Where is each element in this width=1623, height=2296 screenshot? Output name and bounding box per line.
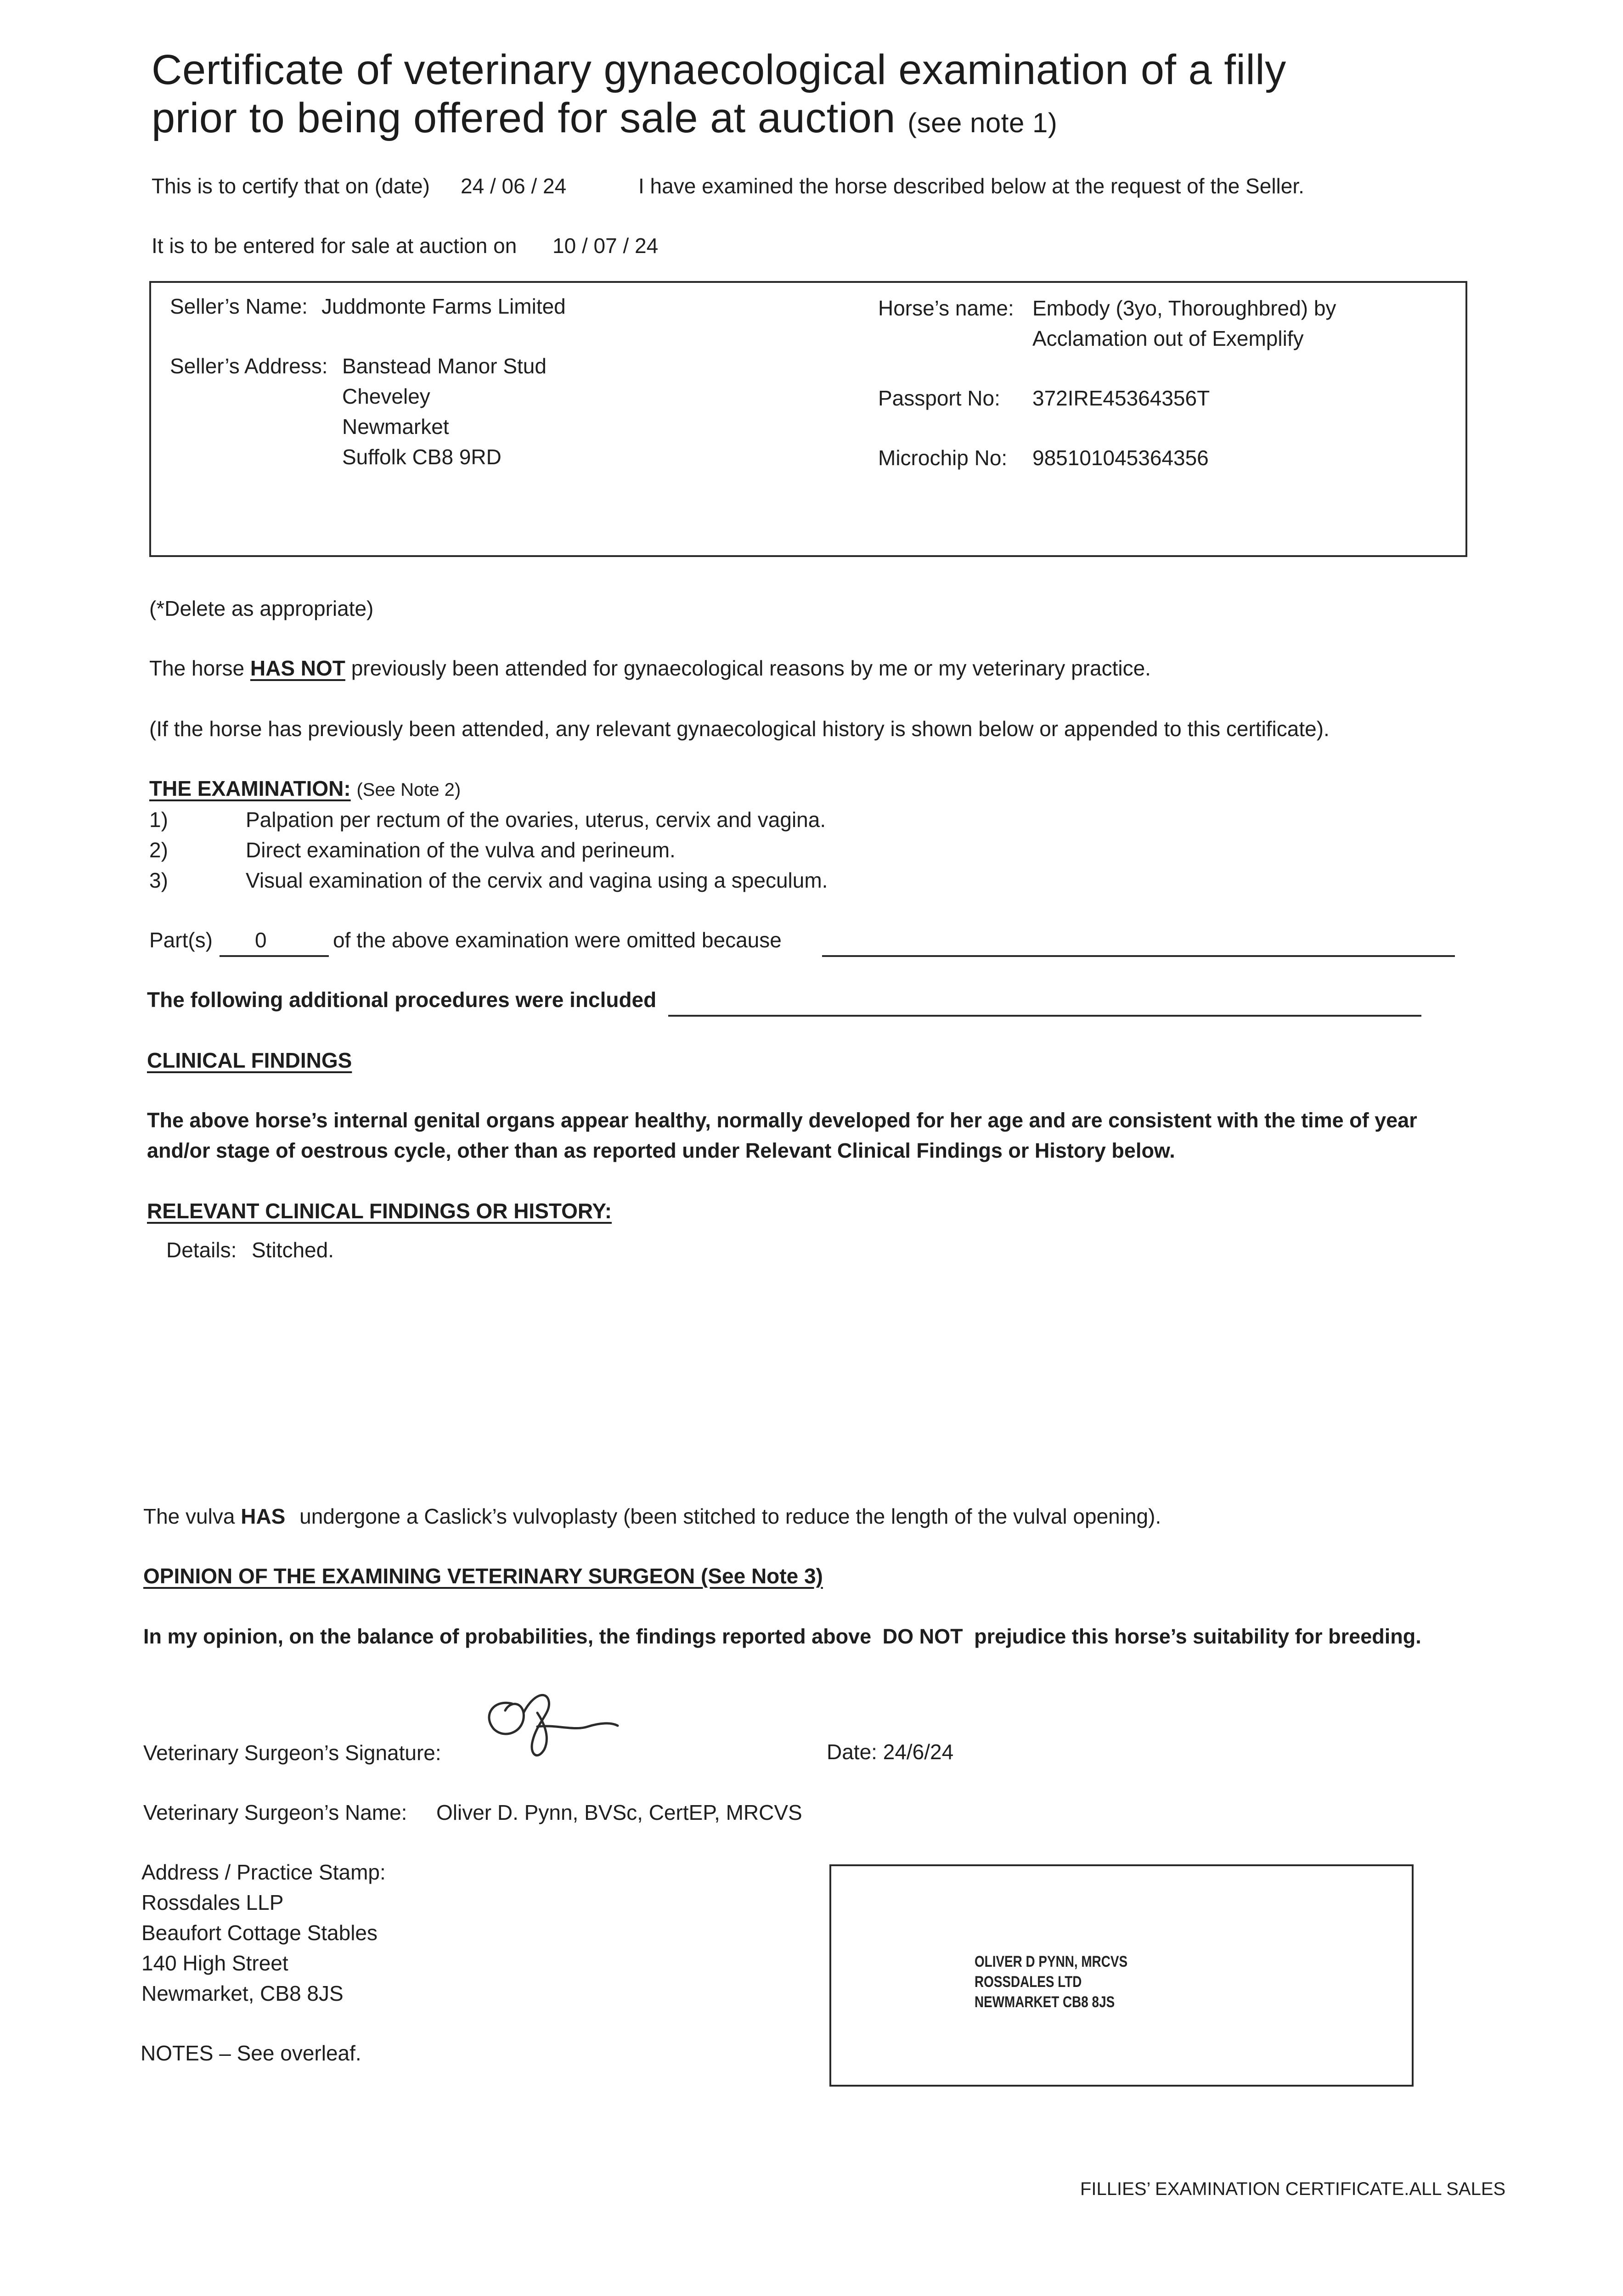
signature-date-label: Date:: [827, 1740, 877, 1764]
seller-address-line: Suffolk CB8 9RD: [342, 445, 502, 469]
stamp-line: NEWMARKET CB8 8JS: [975, 1993, 1115, 2011]
passport-label: Passport No:: [878, 386, 1000, 410]
title-note: (see note 1): [907, 107, 1058, 138]
omitted-reason-blank: [822, 955, 1455, 957]
horse-name-line-2: Acclamation out of Exemplify: [1032, 326, 1304, 350]
attended-suffix: previously been attended for gynaecological reasons by me or my veterinary practice.: [351, 656, 1151, 680]
stamp-line: OLIVER D PYNN, MRCVS: [975, 1953, 1128, 1970]
signature-date-value: 24/6/24: [883, 1740, 954, 1764]
exam-item-number: 1): [149, 808, 168, 832]
delete-note: (*Delete as appropriate): [149, 597, 374, 620]
practice-stamp-label: Address / Practice Stamp:: [141, 1860, 386, 1884]
surgeon-name-label: Veterinary Surgeon’s Name:: [143, 1801, 407, 1824]
omitted-parts-value: 0: [255, 928, 267, 952]
seller-name: Juddmonte Farms Limited: [321, 294, 566, 318]
microchip-number: 985101045364356: [1032, 446, 1209, 470]
signature-stroke: [489, 1703, 524, 1734]
clinical-findings-line-1: The above horse’s internal genital organs appear healthy, normally developed for her age and are consistent with the time of year: [147, 1109, 1417, 1132]
notes-reference: NOTES – See overleaf.: [141, 2041, 361, 2065]
additional-procedures-blank: [668, 1015, 1421, 1017]
certificate-title: [152, 46, 1286, 142]
examination-heading: [149, 776, 461, 801]
seller-address-line: Newmarket: [342, 415, 449, 439]
examination-heading-note: (See Note 2): [356, 780, 461, 800]
seller-name-label: Seller’s Name:: [170, 294, 308, 318]
additional-procedures: The following additional procedures were included: [147, 988, 657, 1012]
practice-stamp: [975, 1952, 1127, 2013]
vulva-status: HAS: [241, 1504, 286, 1528]
title-line-2: [152, 94, 1286, 142]
auction-date: 10 / 07 / 24: [552, 234, 659, 258]
exam-item-text: Direct examination of the vulva and perineum.: [246, 838, 676, 862]
examination-date: 24 / 06 / 24: [461, 174, 567, 198]
opinion-statement: [143, 1625, 1421, 1649]
attended-status: HAS NOT: [250, 656, 345, 680]
passport-number: 372IRE45364356T: [1032, 386, 1210, 410]
opinion-status: DO NOT: [882, 1625, 963, 1648]
title-line-1: Certificate of veterinary gynaecological examination of a filly: [152, 46, 1286, 93]
footer-label: FILLIES’ EXAMINATION CERTIFICATE.ALL SALES: [1080, 2179, 1506, 2199]
certify-suffix: I have examined the horse described below at the request of the Seller.: [638, 174, 1304, 198]
attended-statement: [149, 656, 1151, 681]
attended-prefix: The horse: [149, 656, 245, 680]
certify-prefix: This is to certify that on (date): [152, 174, 430, 198]
stamp-line: ROSSDALES LTD: [975, 1973, 1082, 1991]
signature-date: [827, 1739, 953, 1764]
opinion-heading: OPINION OF THE EXAMINING VETERINARY SURGEON (See Note 3): [143, 1564, 823, 1588]
clinical-findings-heading: CLINICAL FINDINGS: [147, 1048, 352, 1072]
practice-address-line: Rossdales LLP: [141, 1891, 284, 1914]
exam-item-text: Visual examination of the cervix and vagina using a speculum.: [246, 868, 828, 892]
seller-address-line: Cheveley: [342, 384, 430, 408]
microchip-label: Microchip No:: [878, 446, 1008, 470]
practice-address-line: Newmarket, CB8 8JS: [141, 1981, 344, 2005]
vulva-prefix: The vulva: [143, 1504, 235, 1528]
signature-label: Veterinary Surgeon’s Signature:: [143, 1741, 441, 1765]
title-line-2-text: prior to being offered for sale at auction: [152, 94, 896, 141]
horse-name-line-1: Embody (3yo, Thoroughbred) by: [1032, 296, 1336, 320]
surgeon-name: Oliver D. Pynn, BVSc, CertEP, MRCVS: [436, 1801, 802, 1824]
omitted-suffix: of the above examination were omitted because: [333, 928, 782, 952]
opinion-suffix: prejudice this horse’s suitability for breeding.: [974, 1625, 1421, 1648]
signature-mark: [468, 1676, 634, 1777]
practice-address-line: Beaufort Cottage Stables: [141, 1921, 378, 1945]
signature-stroke: [537, 1723, 618, 1728]
exam-item-text: Palpation per rectum of the ovaries, uterus, cervix and vagina.: [246, 808, 826, 832]
omitted-parts-blank: [220, 955, 329, 957]
exam-item-number: 3): [149, 868, 168, 892]
seller-address-line: Banstead Manor Stud: [342, 354, 547, 378]
history-note: (If the horse has previously been attended, any relevant gynaecological history is shown below or appended to this certificate).: [149, 717, 1330, 741]
vulva-statement: [143, 1504, 1161, 1529]
details-label: Details:: [166, 1238, 237, 1262]
exam-item-number: 2): [149, 838, 168, 862]
practice-address-line: 140 High Street: [141, 1951, 288, 1975]
seller-address-label: Seller’s Address:: [170, 354, 328, 378]
horse-name-label: Horse’s name:: [878, 296, 1014, 320]
clinical-findings-line-2: and/or stage of oestrous cycle, other than as reported under Relevant Clinical Findings or History below.: [147, 1139, 1175, 1162]
examination-heading-text: THE EXAMINATION:: [149, 777, 351, 800]
omitted-prefix: Part(s): [149, 928, 213, 952]
opinion-prefix: In my opinion, on the balance of probabilities, the findings reported above: [143, 1625, 872, 1648]
details-text: Stitched.: [252, 1238, 334, 1262]
vulva-suffix: undergone a Caslick’s vulvoplasty (been stitched to reduce the length of the vulval opening).: [299, 1504, 1161, 1528]
relevant-findings-heading: RELEVANT CLINICAL FINDINGS OR HISTORY:: [147, 1199, 612, 1223]
auction-prefix: It is to be entered for sale at auction on: [152, 234, 517, 258]
